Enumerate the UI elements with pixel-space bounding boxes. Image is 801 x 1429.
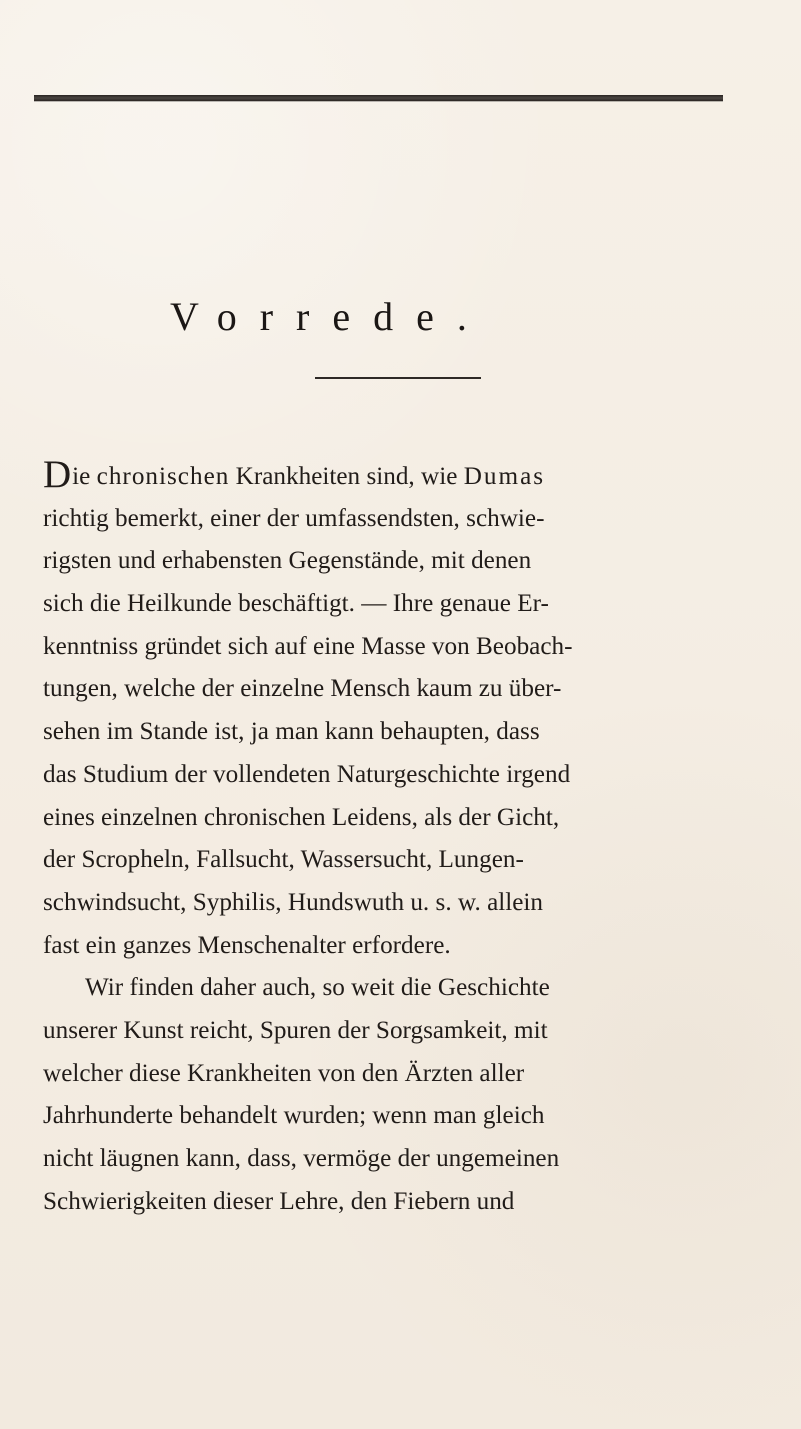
text-line: sehen im Stande ist, ja man kann behaupten, dass <box>43 718 540 746</box>
text-line: sich die Heilkunde beschäftigt. — Ihre genaue Er- <box>43 590 549 618</box>
text-line: schwindsucht, Syphilis, Hundswuth u. s. w. allein <box>43 888 544 916</box>
text-line: Schwierigkeiten dieser Lehre, den Fiebern und <box>43 1187 515 1215</box>
text-line: der Scropheln, Fallsucht, Wassersucht, Lungen- <box>43 846 524 874</box>
text-line: rigsten und erhabensten Gegenstände, mit denen <box>43 547 532 575</box>
text-line <box>43 455 719 498</box>
text-fragment-emphasis: chronischen <box>96 463 230 490</box>
text-fragment: ie <box>72 463 97 490</box>
author-name: Dumas <box>463 463 546 490</box>
text-line: tungen, welche der einzelne Mensch kaum zu über- <box>43 675 562 703</box>
text-line: Wir finden daher auch, so weit die Geschichte <box>85 974 550 1002</box>
text-line: welcher diese Krankheiten von den Ärzten aller <box>43 1059 525 1087</box>
text-line: unserer Kunst reicht, Spuren der Sorgsamkeit, mit <box>43 1016 548 1044</box>
text-fragment: Krankheiten sind, wie <box>229 463 464 490</box>
text-line: Jahrhunderte behandelt wurden; wenn man gleich <box>43 1102 545 1130</box>
page-heading: Vorrede. <box>170 294 490 339</box>
text-line: richtig bemerkt, einer der umfassendsten, schwie- <box>43 504 545 532</box>
text-line: eines einzelnen chronischen Leidens, als der Gicht, <box>43 803 560 831</box>
body-text <box>43 455 719 1223</box>
heading-divider <box>315 377 481 379</box>
text-line: nicht läugnen kann, dass, vermöge der ungemeinen <box>43 1145 560 1172</box>
text-line: das Studium der vollendeten Naturgeschichte irgend <box>43 760 571 788</box>
drop-cap: D <box>43 453 72 496</box>
top-decorative-rule <box>34 95 723 101</box>
text-line: fast ein ganzes Menschenalter erfordere. <box>43 931 451 959</box>
text-line: kenntniss gründet sich auf eine Masse von Beobach- <box>43 632 573 660</box>
